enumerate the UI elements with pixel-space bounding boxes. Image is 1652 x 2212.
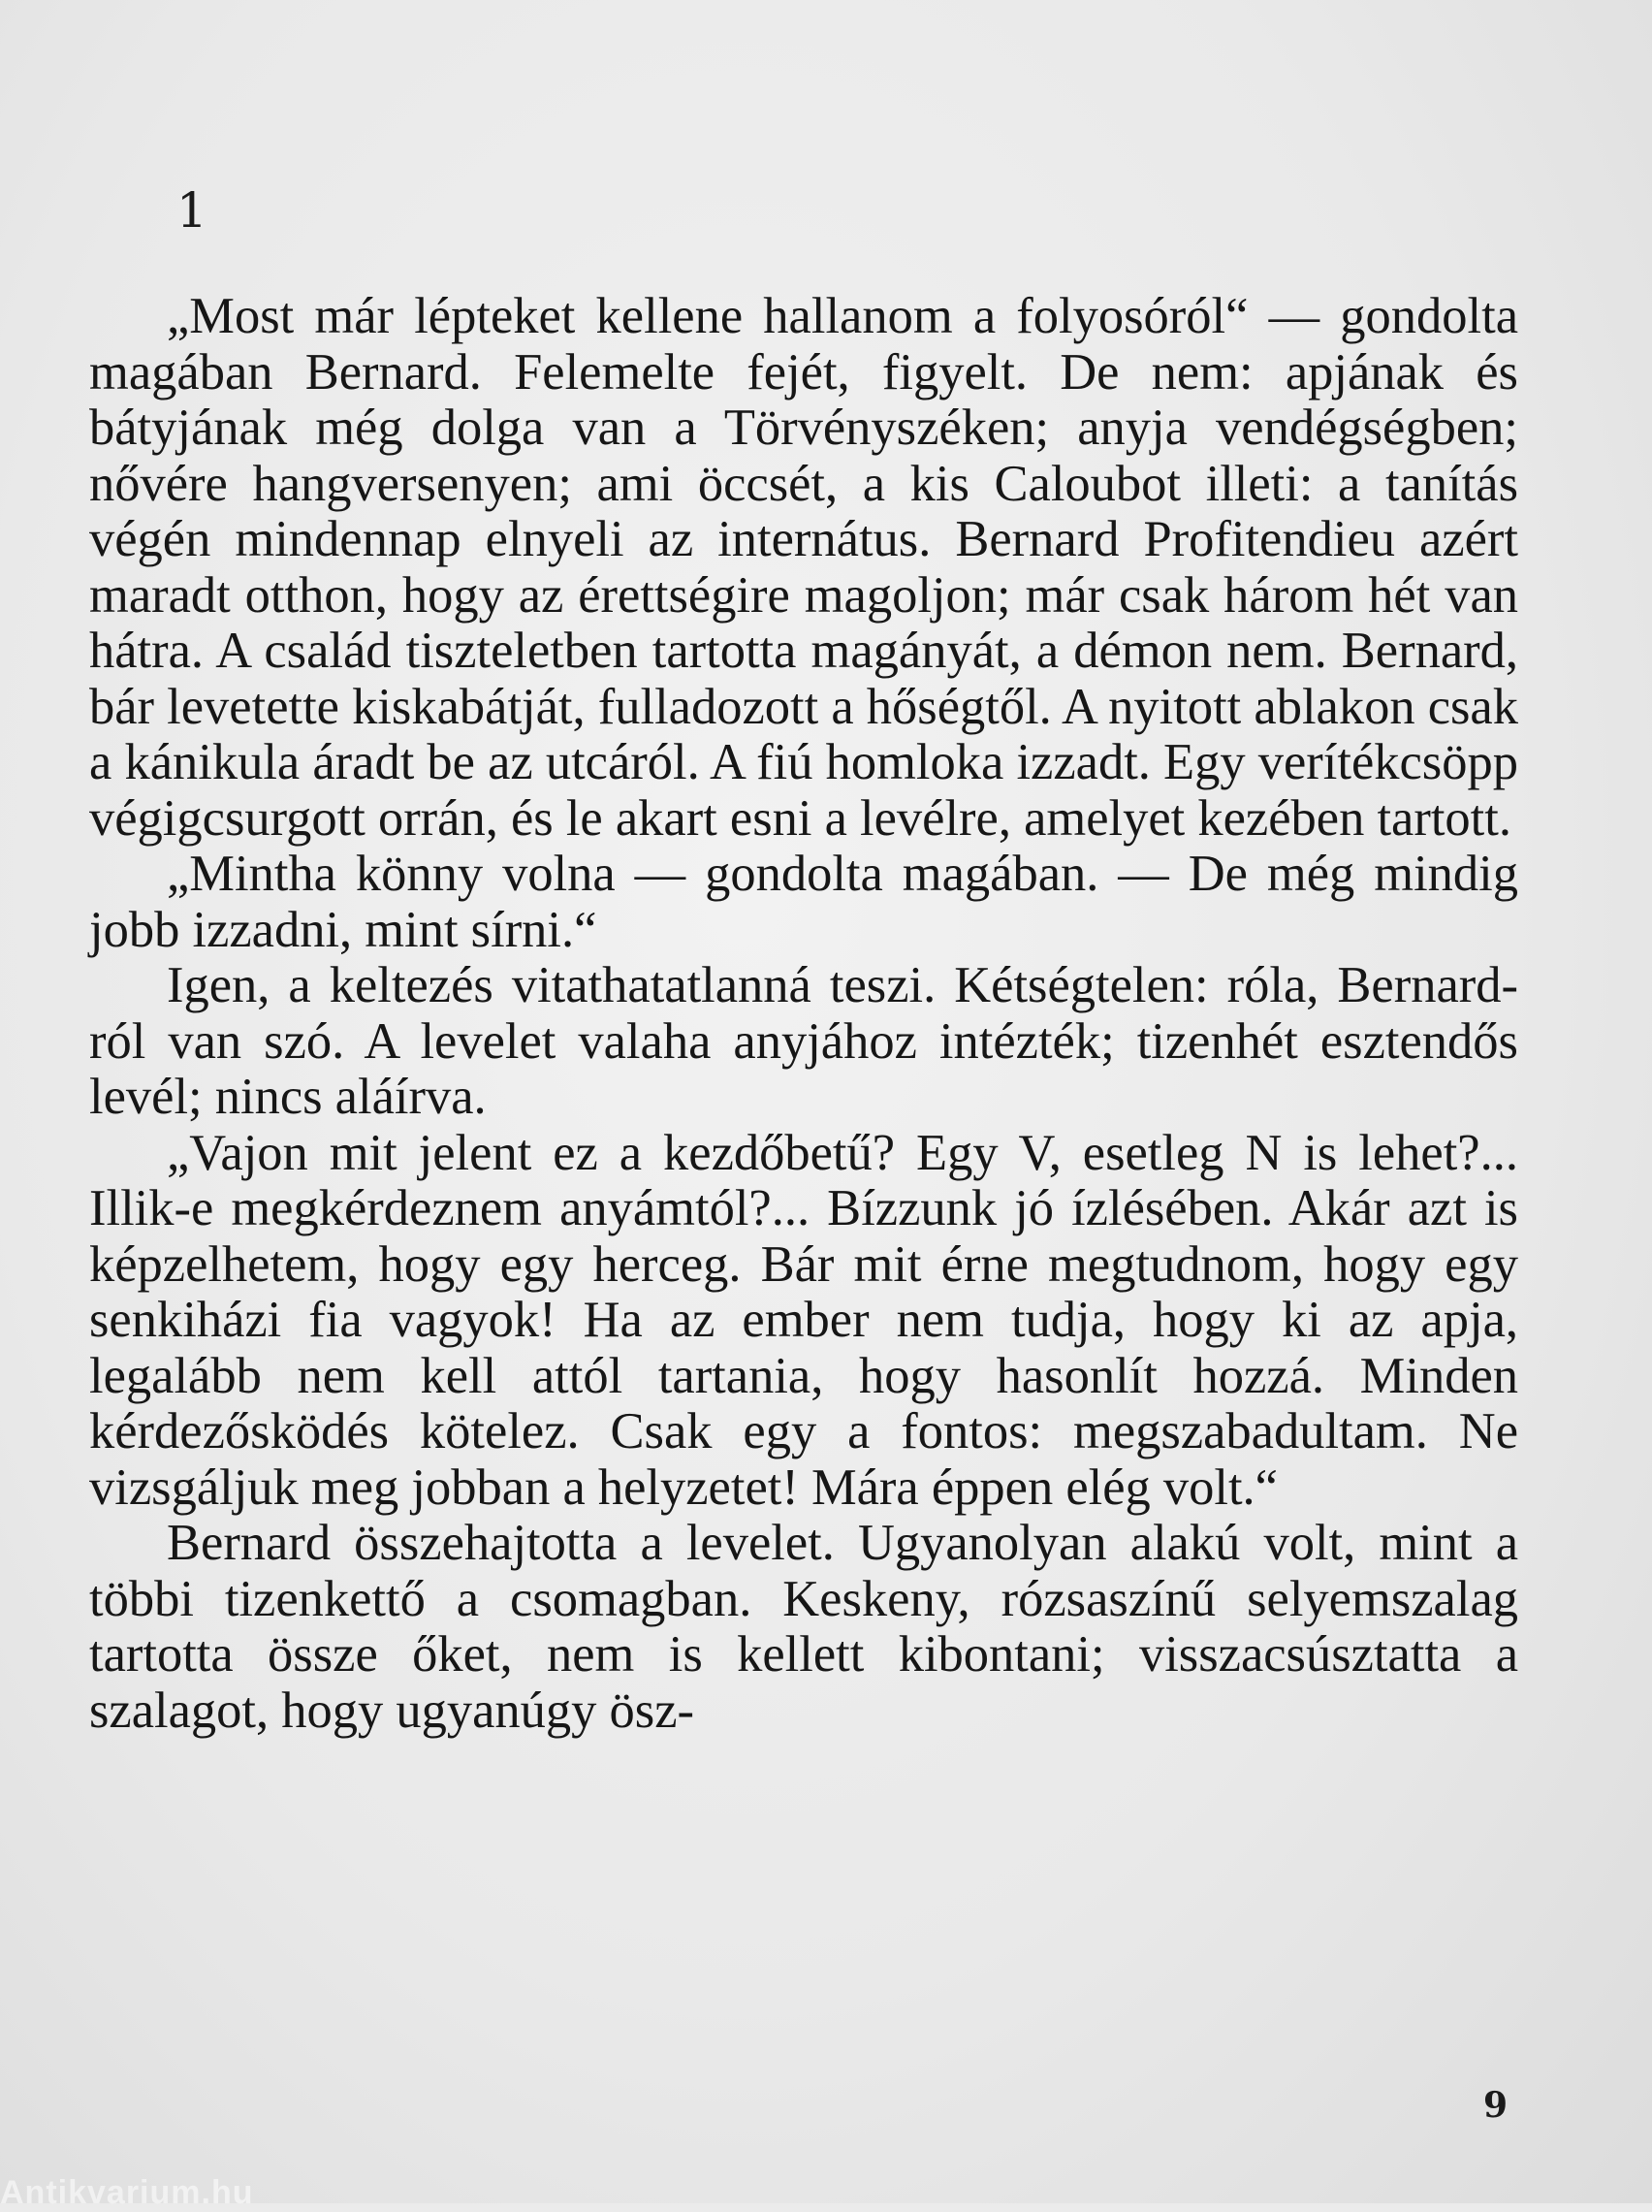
page-number: 9	[1483, 2085, 1509, 2126]
paragraph-4: „Vajon mit jelent ez a kezdőbetű? Egy V, esetleg N is lehet?... Illik-e megkérdeznem anyámtól?... Bízzunk jó ízlésében. Akár azt is képzelhetem, hogy egy herceg. Bár mit érne megtudnom, hogy egy senkiházi fia vagyok! Ha az ember nem tudja, hogy ki az apja, legalább nem kell attól tartania, hogy hasonlít hozzá. Minden kérdezősködés kötelez. Csak egy a fontos: megszabadultam. Ne vizsgáljuk meg jobban a helyzetet! Mára éppen elég volt.“	[89, 1124, 1518, 1516]
watermark: Antikvarium.hu	[0, 2174, 254, 2211]
chapter-number: 1	[176, 182, 207, 239]
paragraph-5: Bernard összehajtotta a levelet. Ugyanolyan alakú volt, mint a többi tizenkettő a csomagban. Keskeny, rózsaszínű selyemszalag tartotta össze őket, nem is kellett kibontani; visszacsúsztatta a szalagot, hogy ugyanúgy ösz-	[89, 1515, 1518, 1739]
paragraph-2: „Mintha könny volna — gondolta magában. — De még mindig jobb izzadni, mint sírni.“	[89, 846, 1518, 958]
body-text	[89, 289, 1518, 1739]
paragraph-3: Igen, a keltezés vitathatatlanná teszi. Kétségtelen: róla, Bernard-ról van szó. A levelet valaha anyjához intézték; tizenhét esztendős levél; nincs aláírva.	[89, 957, 1518, 1125]
paragraph-1: „Most már lépteket kellene hallanom a folyosóról“ — gondolta magában Bernard. Felemelte fejét, figyelt. De nem: apjának és bátyjának még dolga van a Törvényszéken; anyja vendégségben; nővére hangversenyen; ami öccsét, a kis Caloubot illeti: a tanítás végén mindennap elnyeli az internátus. Bernard Profitendieu azért maradt otthon, hogy az érettségire magoljon; már csak három hét van hátra. A család tiszteletben tartotta magányát, a démon nem. Bernard, bár levetette kiskabátját, fulladozott a hőségtől. A nyitott ablakon csak a kánikula áradt be az utcáról. A fiú homloka izzadt. Egy verítékcsöpp végigcsurgott orrán, és le akart esni a levélre, amelyet kezében tartott.	[89, 288, 1518, 847]
